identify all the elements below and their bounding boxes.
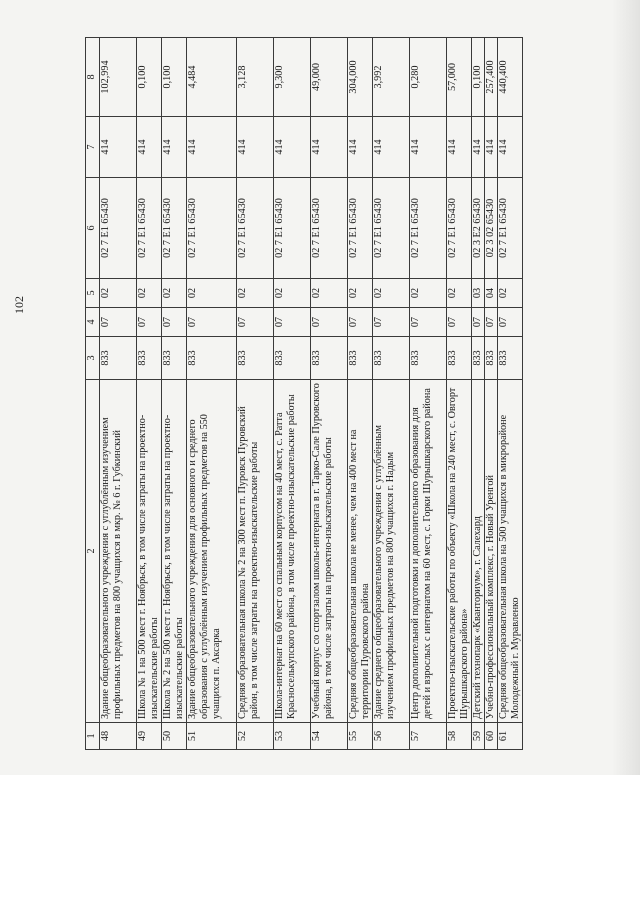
table-row (447, 38, 472, 750)
table-row (348, 38, 373, 750)
object-name-cell: Проектно-изыскательские работы по объекту «Школа на 240 мест, с. Овгорт Шурышкарского района» (447, 380, 472, 723)
target-article-code-cell: 02 7 E1 65430 (311, 178, 348, 279)
budget-table (85, 37, 523, 750)
amount-cell: 3,992 (373, 38, 410, 117)
target-article-code-cell: 02 3 E2 65430 (472, 178, 485, 279)
object-name-cell: Учебный корпус со спортзалом школы-интерната в г. Тарко-Сале Пуровского района, в том числе затраты на проектно-изыскательские работы (311, 380, 348, 723)
section-code-cell: 07 (373, 308, 410, 337)
object-name-cell: Здание среднего общеобразовательного учреждения с углублённым изучением профильных предметов на 800 учащихся г. Надым (373, 380, 410, 723)
subsection-code-cell: 02 (187, 279, 237, 308)
column-header-4: 4 (86, 308, 100, 337)
object-name-cell: Учебно-профессиональный комплекс, г. Новый Уренгой (485, 380, 498, 723)
subsection-code-cell: 02 (162, 279, 187, 308)
expense-type-code-cell: 414 (311, 117, 348, 178)
subsection-code-cell: 02 (137, 279, 162, 308)
amount-cell: 0,100 (162, 38, 187, 117)
expense-type-code-cell: 414 (498, 117, 523, 178)
object-name-cell: Детский технопарк «Кванториум», г. Салехард (472, 380, 485, 723)
page-number: 102 (12, 296, 26, 314)
table-header-row (86, 38, 100, 750)
subsection-code-cell: 02 (498, 279, 523, 308)
expense-type-code-cell: 414 (237, 117, 274, 178)
table-row (162, 38, 187, 750)
expense-type-code-cell: 414 (100, 117, 137, 178)
section-code-cell: 07 (100, 308, 137, 337)
amount-cell: 57,000 (447, 38, 472, 117)
amount-cell: 440,400 (498, 38, 523, 117)
row-number-cell: 56 (373, 723, 410, 750)
row-number-cell: 53 (274, 723, 311, 750)
expense-type-code-cell: 414 (410, 117, 447, 178)
expense-type-code-cell: 414 (472, 117, 485, 178)
expense-type-code-cell: 414 (274, 117, 311, 178)
target-article-code-cell: 02 7 E1 65430 (410, 178, 447, 279)
section-code-cell: 07 (137, 308, 162, 337)
column-header-3: 3 (86, 337, 100, 380)
section-code-cell: 07 (187, 308, 237, 337)
section-code-cell: 07 (498, 308, 523, 337)
table-row (410, 38, 447, 750)
section-code-cell: 07 (447, 308, 472, 337)
amount-cell: 0,100 (137, 38, 162, 117)
scan-edge-shadow (612, 0, 640, 775)
ministry-code-cell: 833 (187, 337, 237, 380)
object-name-cell: Здание общеобразовательного учреждения с углублённым изучением профильных предметов на 800 учащихся в мкр. № 6 г. Губкинский (100, 380, 137, 723)
amount-cell: 3,128 (237, 38, 274, 117)
ministry-code-cell: 833 (447, 337, 472, 380)
table-body (100, 38, 523, 750)
section-code-cell: 07 (311, 308, 348, 337)
row-number-cell: 50 (162, 723, 187, 750)
ministry-code-cell: 833 (237, 337, 274, 380)
amount-cell: 0,280 (410, 38, 447, 117)
column-header-5: 5 (86, 279, 100, 308)
subsection-code-cell: 02 (410, 279, 447, 308)
row-number-cell: 60 (485, 723, 498, 750)
ministry-code-cell: 833 (472, 337, 485, 380)
object-name-cell: Школа № 2 на 500 мест г. Ноябрьск, в том числе затраты на проектно-изыскательские работы (162, 380, 187, 723)
column-header-1: 1 (86, 723, 100, 750)
amount-cell: 304,000 (348, 38, 373, 117)
row-number-cell: 59 (472, 723, 485, 750)
object-name-cell: Средняя образовательная школа № 2 на 300 мест п. Пуровск Пуровский район, в том числе затраты на проектно-изыскательские работы (237, 380, 274, 723)
table-row (373, 38, 410, 750)
table-row (498, 38, 523, 750)
ministry-code-cell: 833 (162, 337, 187, 380)
row-number-cell: 48 (100, 723, 137, 750)
subsection-code-cell: 02 (348, 279, 373, 308)
amount-cell: 49,000 (311, 38, 348, 117)
column-header-2: 2 (86, 380, 100, 723)
expense-type-code-cell: 414 (137, 117, 162, 178)
object-name-cell: Центр дополнительной подготовки и дополнительного образования для детей и взрослых с интернатом на 60 мест, с. Горки Шурышкарского района (410, 380, 447, 723)
ministry-code-cell: 833 (373, 337, 410, 380)
rotated-table-wrapper (85, 38, 607, 750)
table-row (472, 38, 485, 750)
subsection-code-cell: 02 (447, 279, 472, 308)
expense-type-code-cell: 414 (373, 117, 410, 178)
subsection-code-cell: 02 (274, 279, 311, 308)
row-number-cell: 61 (498, 723, 523, 750)
row-number-cell: 52 (237, 723, 274, 750)
section-code-cell: 07 (274, 308, 311, 337)
table-row (237, 38, 274, 750)
target-article-code-cell: 02 7 E1 65430 (237, 178, 274, 279)
row-number-cell: 58 (447, 723, 472, 750)
target-article-code-cell: 02 7 E1 65430 (100, 178, 137, 279)
section-code-cell: 07 (237, 308, 274, 337)
target-article-code-cell: 02 7 E1 65430 (274, 178, 311, 279)
row-number-cell: 57 (410, 723, 447, 750)
row-number-cell: 55 (348, 723, 373, 750)
target-article-code-cell: 02 7 E1 65430 (348, 178, 373, 279)
table-row (274, 38, 311, 750)
ministry-code-cell: 833 (274, 337, 311, 380)
target-article-code-cell: 02 3 02 65430 (485, 178, 498, 279)
target-article-code-cell: 02 7 E1 65430 (447, 178, 472, 279)
section-code-cell: 07 (162, 308, 187, 337)
subsection-code-cell: 03 (472, 279, 485, 308)
subsection-code-cell: 02 (311, 279, 348, 308)
amount-cell: 4,484 (187, 38, 237, 117)
target-article-code-cell: 02 7 E1 65430 (187, 178, 237, 279)
target-article-code-cell: 02 7 E1 65430 (137, 178, 162, 279)
amount-cell: 0,100 (472, 38, 485, 117)
section-code-cell: 07 (410, 308, 447, 337)
ministry-code-cell: 833 (348, 337, 373, 380)
target-article-code-cell: 02 7 E1 65430 (498, 178, 523, 279)
ministry-code-cell: 833 (137, 337, 162, 380)
target-article-code-cell: 02 7 E1 65430 (373, 178, 410, 279)
amount-cell: 257,400 (485, 38, 498, 117)
section-code-cell: 07 (485, 308, 498, 337)
subsection-code-cell: 04 (485, 279, 498, 308)
amount-cell: 9,300 (274, 38, 311, 117)
expense-type-code-cell: 414 (187, 117, 237, 178)
subsection-code-cell: 02 (237, 279, 274, 308)
object-name-cell: Здание общеобразовательного учреждения для основного и среднего образования с углублённым изучением профильных предметов на 550 учащихся п. Аксарка (187, 380, 237, 723)
subsection-code-cell: 02 (100, 279, 137, 308)
ministry-code-cell: 833 (410, 337, 447, 380)
amount-cell: 102,994 (100, 38, 137, 117)
ministry-code-cell: 833 (498, 337, 523, 380)
object-name-cell: Средняя общеобразовательная школа не менее, чем на 400 мест на территории Пуровского района (348, 380, 373, 723)
table-row (187, 38, 237, 750)
ministry-code-cell: 833 (311, 337, 348, 380)
section-code-cell: 07 (348, 308, 373, 337)
object-name-cell: Средняя общеобразовательная школа на 500 учащихся в микрорайоне Молодежный г. Муравленко (498, 380, 523, 723)
expense-type-code-cell: 414 (162, 117, 187, 178)
object-name-cell: Школа-интернат на 60 мест со спальным корпусом на 40 мест, с. Ратта Красноселькупского района, в том числе проектно-изыскательские работы (274, 380, 311, 723)
expense-type-code-cell: 414 (348, 117, 373, 178)
ministry-code-cell: 833 (100, 337, 137, 380)
object-name-cell: Школа № 1 на 500 мест г. Ноябрьск, в том числе затраты на проектно-изыскательские работы (137, 380, 162, 723)
table-row (100, 38, 137, 750)
table-row (137, 38, 162, 750)
subsection-code-cell: 02 (373, 279, 410, 308)
column-header-8: 8 (86, 38, 100, 117)
table-row (485, 38, 498, 750)
ministry-code-cell: 833 (485, 337, 498, 380)
column-header-7: 7 (86, 117, 100, 178)
row-number-cell: 54 (311, 723, 348, 750)
column-header-6: 6 (86, 178, 100, 279)
table-row (311, 38, 348, 750)
row-number-cell: 49 (137, 723, 162, 750)
section-code-cell: 07 (472, 308, 485, 337)
expense-type-code-cell: 414 (485, 117, 498, 178)
row-number-cell: 51 (187, 723, 237, 750)
expense-type-code-cell: 414 (447, 117, 472, 178)
target-article-code-cell: 02 7 E1 65430 (162, 178, 187, 279)
